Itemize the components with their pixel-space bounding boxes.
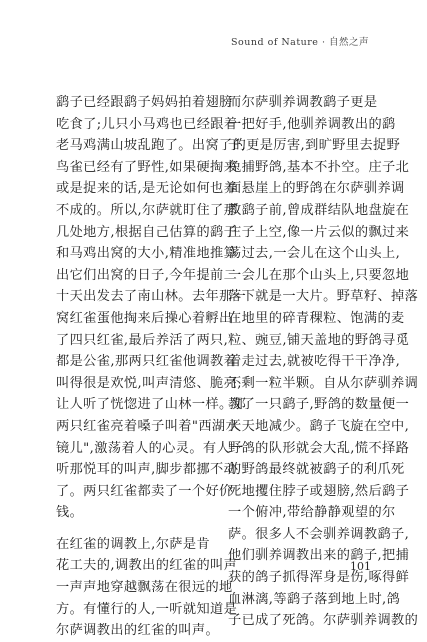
text-line: 在红雀的调教上,尔萨是肯 [56,536,211,552]
text-line: 鹞子已经跟鹞子妈妈拍着翅膀 [56,95,233,110]
text-line: 尔萨调教出的红雀的叫声。 [56,623,220,639]
text-line: 一把好手,他驯养调教出的鹞 [228,116,396,132]
text-line: 一声声地穿越飘荡在很远的地 [56,580,233,596]
text-line: 都是公雀,那两只红雀他调教着 [56,354,238,370]
text-line: 兔捕野鸽,基本不扑空。庄子北 [228,159,410,175]
text-line: 教了一只鹞子,野鸽的数量便一 [228,397,410,413]
text-line: 和马鸡出窝的大小,精准地推算 [56,246,238,262]
text-line: 不成的。所以,尔萨就盯住了那 [56,202,238,218]
text-line: 出它们出窝的日子,今年提前二 [56,267,238,283]
text-line: 老马鸡满山坡乱跑了。出窝了的 [56,138,247,154]
text-line: 庄子上空,像一片云似的飘过来 [228,224,410,240]
text-line: 荡过去,一会儿在这个山头上, [228,246,401,262]
text-line: 或是捉来的话,是无论如何也养 [56,181,238,197]
text-line: 落下就是一大片。野草籽、掉落 [228,289,419,305]
text-line: 萨。很多人不会驯养调教鹞子, [228,526,410,542]
text-line: 野鸽的队形就会大乱,慌不择路 [228,440,410,456]
text-line: 了四只红雀,最后养活了两只, [56,332,229,348]
text-line: 窝红雀蛋他掏来后操心着孵出 [56,310,233,326]
text-line: 叫得很是欢悦,叫声清悠、脆亮, [56,375,242,391]
text-line: 天天地减少。鹞子飞旋在空中, [228,418,410,434]
text-line: 了。两只红雀都卖了一个好价 [56,483,233,499]
text-line: 获的鸽子抓得浑身是伤,啄得鲜 [228,570,410,586]
text-line: 不剩一粒半颗。自从尔萨驯养调 [228,375,419,391]
text-line: 粒、豌豆,铺天盖地的野鸽寻觅 [228,332,410,348]
text-line: 子已成了死鸽。尔萨驯养调教的 [228,613,419,629]
page-number: 101 [350,560,371,573]
text-line: 他们驯养调教出来的鹞子,把捕 [228,548,410,564]
text-line: 镜儿",激荡着人的心灵。有人一 [56,440,244,456]
text-line: 钱。 [56,505,84,521]
text-line: 在地里的碎青稞粒、饱满的麦 [228,310,405,326]
paragraph-gap [56,524,224,534]
paragraph [56,92,247,524]
text-line: 死地攫住脖子或翅膀,然后鹞子 [228,483,410,499]
text-line: 子,更是厉害,到旷野里去捉野 [228,138,401,154]
paragraph [56,534,238,642]
text-line: 面悬崖上的野鸽在尔萨驯养调 [228,181,405,197]
text-line: 的野鸽最终就被鹞子的利爪死 [228,462,405,478]
text-line: 而尔萨驯养调教鹞子更是 [228,95,378,110]
text-line: 鸟雀已经有了野性,如果硬掏来 [56,159,238,175]
text-line: 一个俯冲,带给静静观望的尔 [228,505,396,521]
text-line: 着走过去,就被吃得干干净净, [228,354,401,370]
text-line: 几处地方,根据自己估算的鹞子 [56,224,238,240]
text-line: 吃食了;儿只小马鸡也已经跟着 [56,116,238,132]
text-line: 听那悦耳的叫声,脚步都挪不动 [56,462,238,478]
text-line: 血淋漓,等鹞子落到地上时,鸽 [228,591,401,607]
text-line: 十天出发去了南山林。去年那一 [56,289,247,305]
right-column [228,92,419,632]
running-header: Sound of Nature · 自然之声 [231,37,369,48]
left-column [56,92,247,642]
text-line: 花工夫的,调教出的红雀的叫声 [56,558,238,574]
text-line: 方。有懂行的人,一听就知道是 [56,601,238,617]
text-line: 让人听了恍惚进了山林一样。那 [56,397,247,413]
text-line: 教鹞子前,曾成群结队地盘旋在 [228,202,410,218]
text-line: 两只红雀亮着嗓子叫着"西湖水 [56,418,240,434]
text-line: 一会儿在那个山头上,只要忽地 [228,267,410,283]
paragraph [228,92,419,632]
